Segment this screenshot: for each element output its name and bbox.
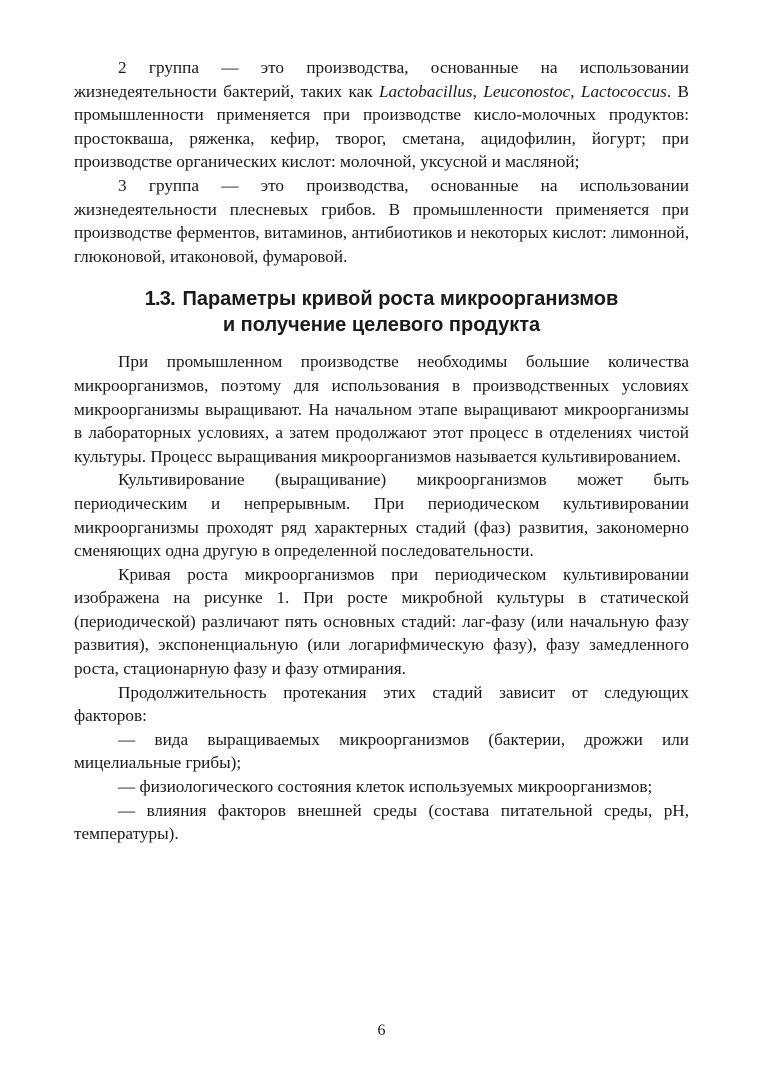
paragraph-stage-duration: Продолжительность протекания этих стадий зависит от следующих факторов:: [74, 682, 689, 726]
separator: ,: [570, 81, 581, 101]
bacteria-name-lactobacillus: Lactobacillus: [379, 81, 473, 101]
page-content: [74, 56, 689, 846]
paragraph-cultivation-types: Культивирование (выращивание) микроорганизмов может быть периодическим и непрерывным. При периодическом культивировании микроорганизмы проходят ряд характерных стадий (фаз) развития, закономерно сменяющих одна другую в определенной последовательности.: [74, 470, 689, 561]
paragraph-growth-curve: Кривая роста микроорганизмов при периодическом культивировании изображена на рисунке 1. При росте микробной культуры в статической (периодической) различают пять основных стадий: лаг-фазу (или начальную фазу развития), экспоненциальную (или логарифмическую фазу), фазу замедленного роста, стационарную фазу и фазу отмирания.: [74, 564, 689, 679]
group2-text-end: . В промышленности применяется при производстве кисло-молочных продуктов: простокваша, ряженка, кефир, творог, сметана, ацидофилин, йогурт; при производстве органических кислот: молочной, уксусной и масляной;: [74, 81, 690, 172]
paragraph-industrial-production: При промышленном производстве необходимы большие количества микроорганизмов, поэтому для использования в производственных условиях микроорганизмы выращивают. На начальном этапе выращивают микроорганизмы в лабораторных условиях, а затем продолжают этот процесс в отделениях чистой культуры. Процесс выращивания микроорганизмов называется культивированием.: [74, 352, 689, 466]
page-number: 6: [377, 1022, 386, 1039]
section-heading-line-1: [74, 286, 689, 312]
group2-text-start: 2 группа — это производства, основанные на использовании жизнедеятельности бактерий, таких как: [74, 58, 689, 101]
factor-list-item: — физиологического состояния клеток используемых микроорганизмов;: [118, 777, 653, 797]
paragraph-group-3: 3 группа — это производства, основанные на использовании жизнедеятельности плесневых грибов. В промышленности применяется при производстве ферментов, витаминов, антибиотиков и некоторых кислот: лимонной, глюконовой, итаконовой, фумаровой.: [74, 175, 689, 266]
paragraph-group-2: [74, 56, 689, 174]
bacteria-name-lactococcus: Lactococcus: [580, 81, 667, 101]
separator: ,: [472, 81, 484, 101]
bacteria-name-leuconostoc: Leuconostoc: [483, 81, 571, 101]
section-title-line-2: и получение целевого продукта: [222, 314, 541, 337]
section-heading: [74, 286, 689, 338]
factor-list-item: — влияния факторов внешней среды (состава питательной среды, pH, температуры).: [74, 800, 689, 844]
section-title-line-1: Параметры кривой роста микроорганизмов: [182, 288, 619, 311]
section-number: 1.3.: [144, 288, 175, 311]
factor-list-item: — вида выращиваемых микроорганизмов (бактерии, дрожжи или мицелиальные грибы);: [74, 729, 689, 773]
